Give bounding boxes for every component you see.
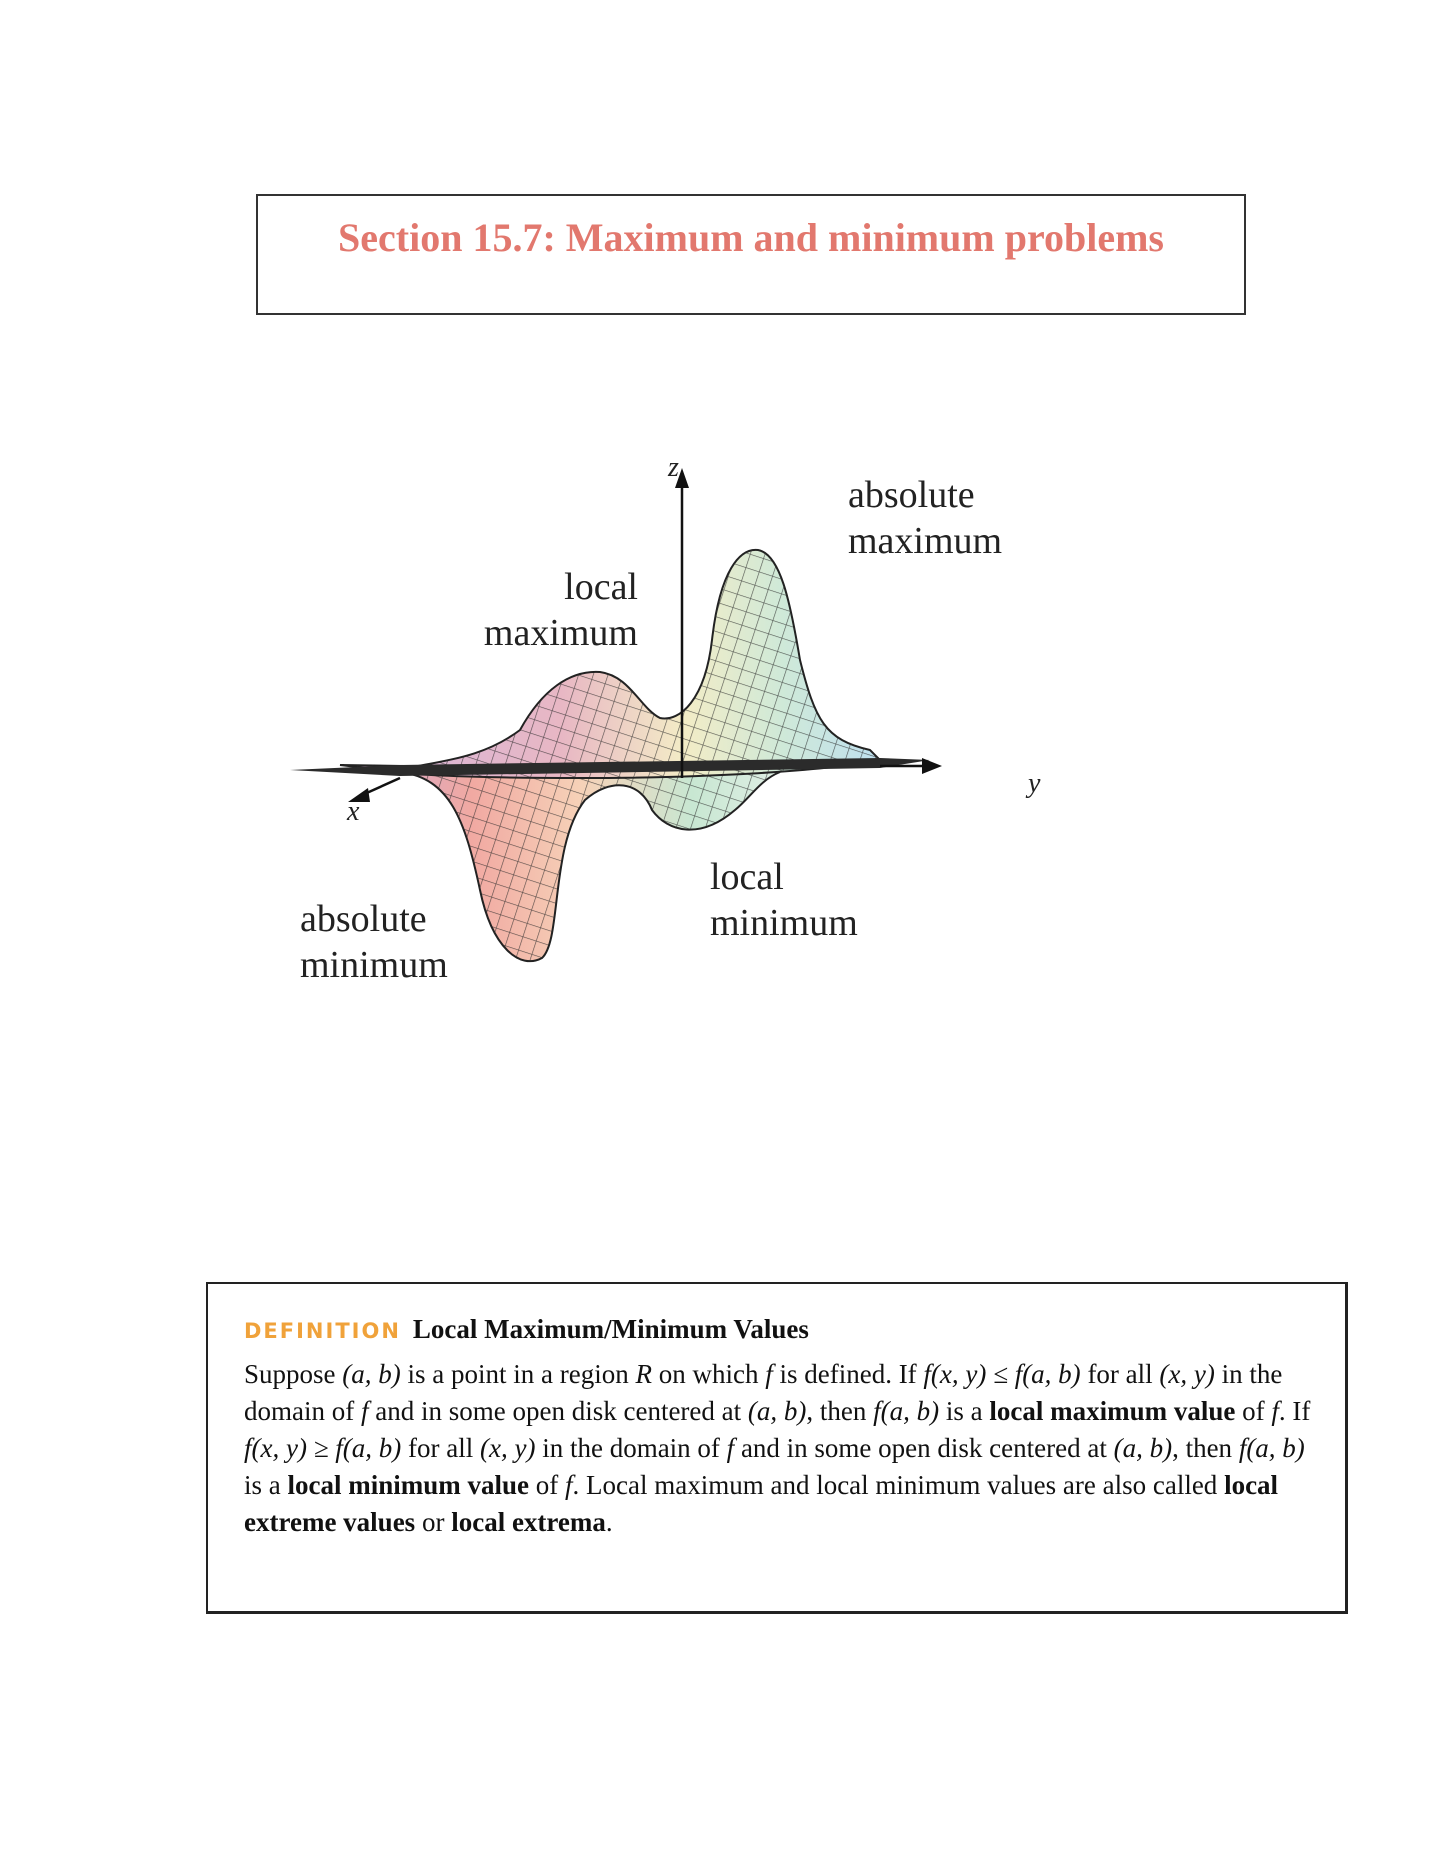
definition-body xyxy=(244,1356,1314,1541)
definition-text: is a point in a region xyxy=(400,1359,636,1389)
definition-text: (x, y) xyxy=(480,1433,536,1463)
definition-text: (x, y) xyxy=(1159,1359,1215,1389)
definition-text: is a xyxy=(939,1396,990,1426)
definition-text: is defined. If xyxy=(772,1359,924,1389)
definition-text: Suppose xyxy=(244,1359,343,1389)
definition-text: . If xyxy=(1278,1396,1311,1426)
definition-text: and in some open disk centered at xyxy=(368,1396,748,1426)
definition-text: of xyxy=(529,1470,565,1500)
definition-text: , then xyxy=(806,1396,874,1426)
definition-text: in the domain of xyxy=(535,1433,727,1463)
definition-text: f(a, b) xyxy=(873,1396,940,1426)
definition-text: (a, b) xyxy=(342,1359,401,1389)
definition-text: . Local maximum and local minimum values are also called xyxy=(572,1470,1225,1500)
definition-text: f(x, y) ≥ f(a, b) xyxy=(244,1433,402,1463)
definition-text: f(a, b) xyxy=(1238,1433,1305,1463)
definition-text: or xyxy=(415,1507,452,1537)
definition-text: and in some open disk centered at xyxy=(734,1433,1114,1463)
definition-heading xyxy=(244,1314,809,1345)
definition-text: on which xyxy=(651,1359,766,1389)
definition-text: of xyxy=(1235,1396,1272,1426)
definition-text: R xyxy=(635,1359,652,1389)
definition-text: f xyxy=(565,1470,573,1500)
local-maximum-label: local maximum xyxy=(483,566,638,654)
section-title-box xyxy=(256,194,1246,315)
definition-text: . xyxy=(605,1507,613,1537)
definition-text: (a, b) xyxy=(747,1396,807,1426)
definition-text: is a xyxy=(244,1470,288,1500)
definition-term: local minimum value xyxy=(287,1470,529,1500)
surface-figure xyxy=(280,452,1080,1000)
definition-text: , then xyxy=(1172,1433,1239,1463)
definition-text: f xyxy=(726,1433,735,1463)
absolute-minimum-label: absolute minimum xyxy=(300,898,448,986)
local-minimum-label: local minimum xyxy=(710,856,858,944)
absolute-maximum-label: absolute maximum xyxy=(848,474,1003,562)
z-axis-label: z xyxy=(668,452,679,483)
definition-text: for all xyxy=(401,1433,480,1463)
definition-text: f(x, y) ≤ f(a, b) xyxy=(923,1359,1081,1389)
section-title: Section 15.7: Maximum and minimum problems xyxy=(338,215,1164,260)
definition-text: for all xyxy=(1080,1359,1160,1389)
definition-text: in the domain of xyxy=(244,1359,1283,1426)
definition-text: (a, b) xyxy=(1113,1433,1173,1463)
x-axis-label: x xyxy=(347,796,360,827)
definition-text: f xyxy=(765,1359,773,1389)
definition-text: f xyxy=(1271,1396,1279,1426)
definition-text: f xyxy=(360,1396,369,1426)
definition-term: local maximum value xyxy=(989,1396,1236,1426)
definition-term: local extrema xyxy=(451,1507,606,1537)
definition-keyword: DEFINITION xyxy=(244,1319,401,1343)
definition-title: Local Maximum/Minimum Values xyxy=(412,1314,809,1344)
definition-box xyxy=(206,1282,1348,1614)
y-axis-label: y xyxy=(1028,768,1041,799)
y-axis-arrow xyxy=(922,758,942,774)
definition-term: local extreme values xyxy=(244,1470,1279,1537)
